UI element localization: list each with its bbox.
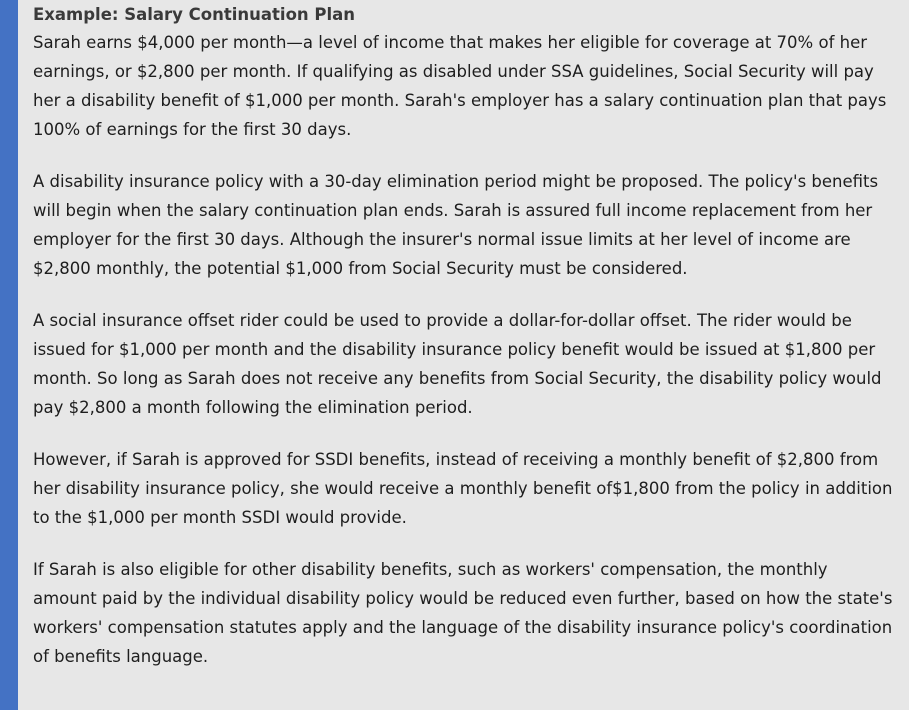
paragraph-elimination-period: A disability insurance policy with a 30-day elimination period might be proposed. The policy's benefits will begin when the salary continuation plan ends. Sarah is assured full income replacement from her employer for the first 30 days. Although the insurer's normal issue limits at her level of income are $2,800 monthly, the potential $1,000 from Social Security must be considered. <box>33 172 879 278</box>
paragraph-other-benefits: If Sarah is also eligible for other disability benefits, such as workers' compensation, the monthly amount paid by the individual disability policy would be reduced even further, based on how the state's workers' compensation statutes apply and the language of the disability insurance policy's coordination of benefits language. <box>33 560 893 666</box>
paragraph-offset-rider: A social insurance offset rider could be used to provide a dollar-for-dollar offset. The rider would be issued for $1,000 per month and the disability insurance policy benefit would be issued at $1,800 per month. So long as Sarah does not receive any benefits from Social Security, the disability policy would pay $2,800 a month following the elimination period. <box>33 311 882 417</box>
paragraph-earnings: Sarah earns $4,000 per month—a level of income that makes her eligible for coverage at 70% of her earnings, or $2,800 per month. If qualifying as disabled under SSA guidelines, Social Security will pay her a disability benefit of $1,000 per month. Sarah's employer has a salary continuation plan that pays 100% of earnings for the first 30 days. <box>33 33 887 139</box>
callout-accent-bar <box>0 0 18 710</box>
callout-content <box>33 2 895 694</box>
callout-title: Example: Salary Continuation Plan <box>33 5 356 24</box>
paragraph-ssdi-approval: However, if Sarah is approved for SSDI benefits, instead of receiving a monthly benefit of $2,800 from her disability insurance policy, she would receive a monthly benefit of$1,800 from the policy in addition to the $1,000 per month SSDI would provide. <box>33 450 893 527</box>
